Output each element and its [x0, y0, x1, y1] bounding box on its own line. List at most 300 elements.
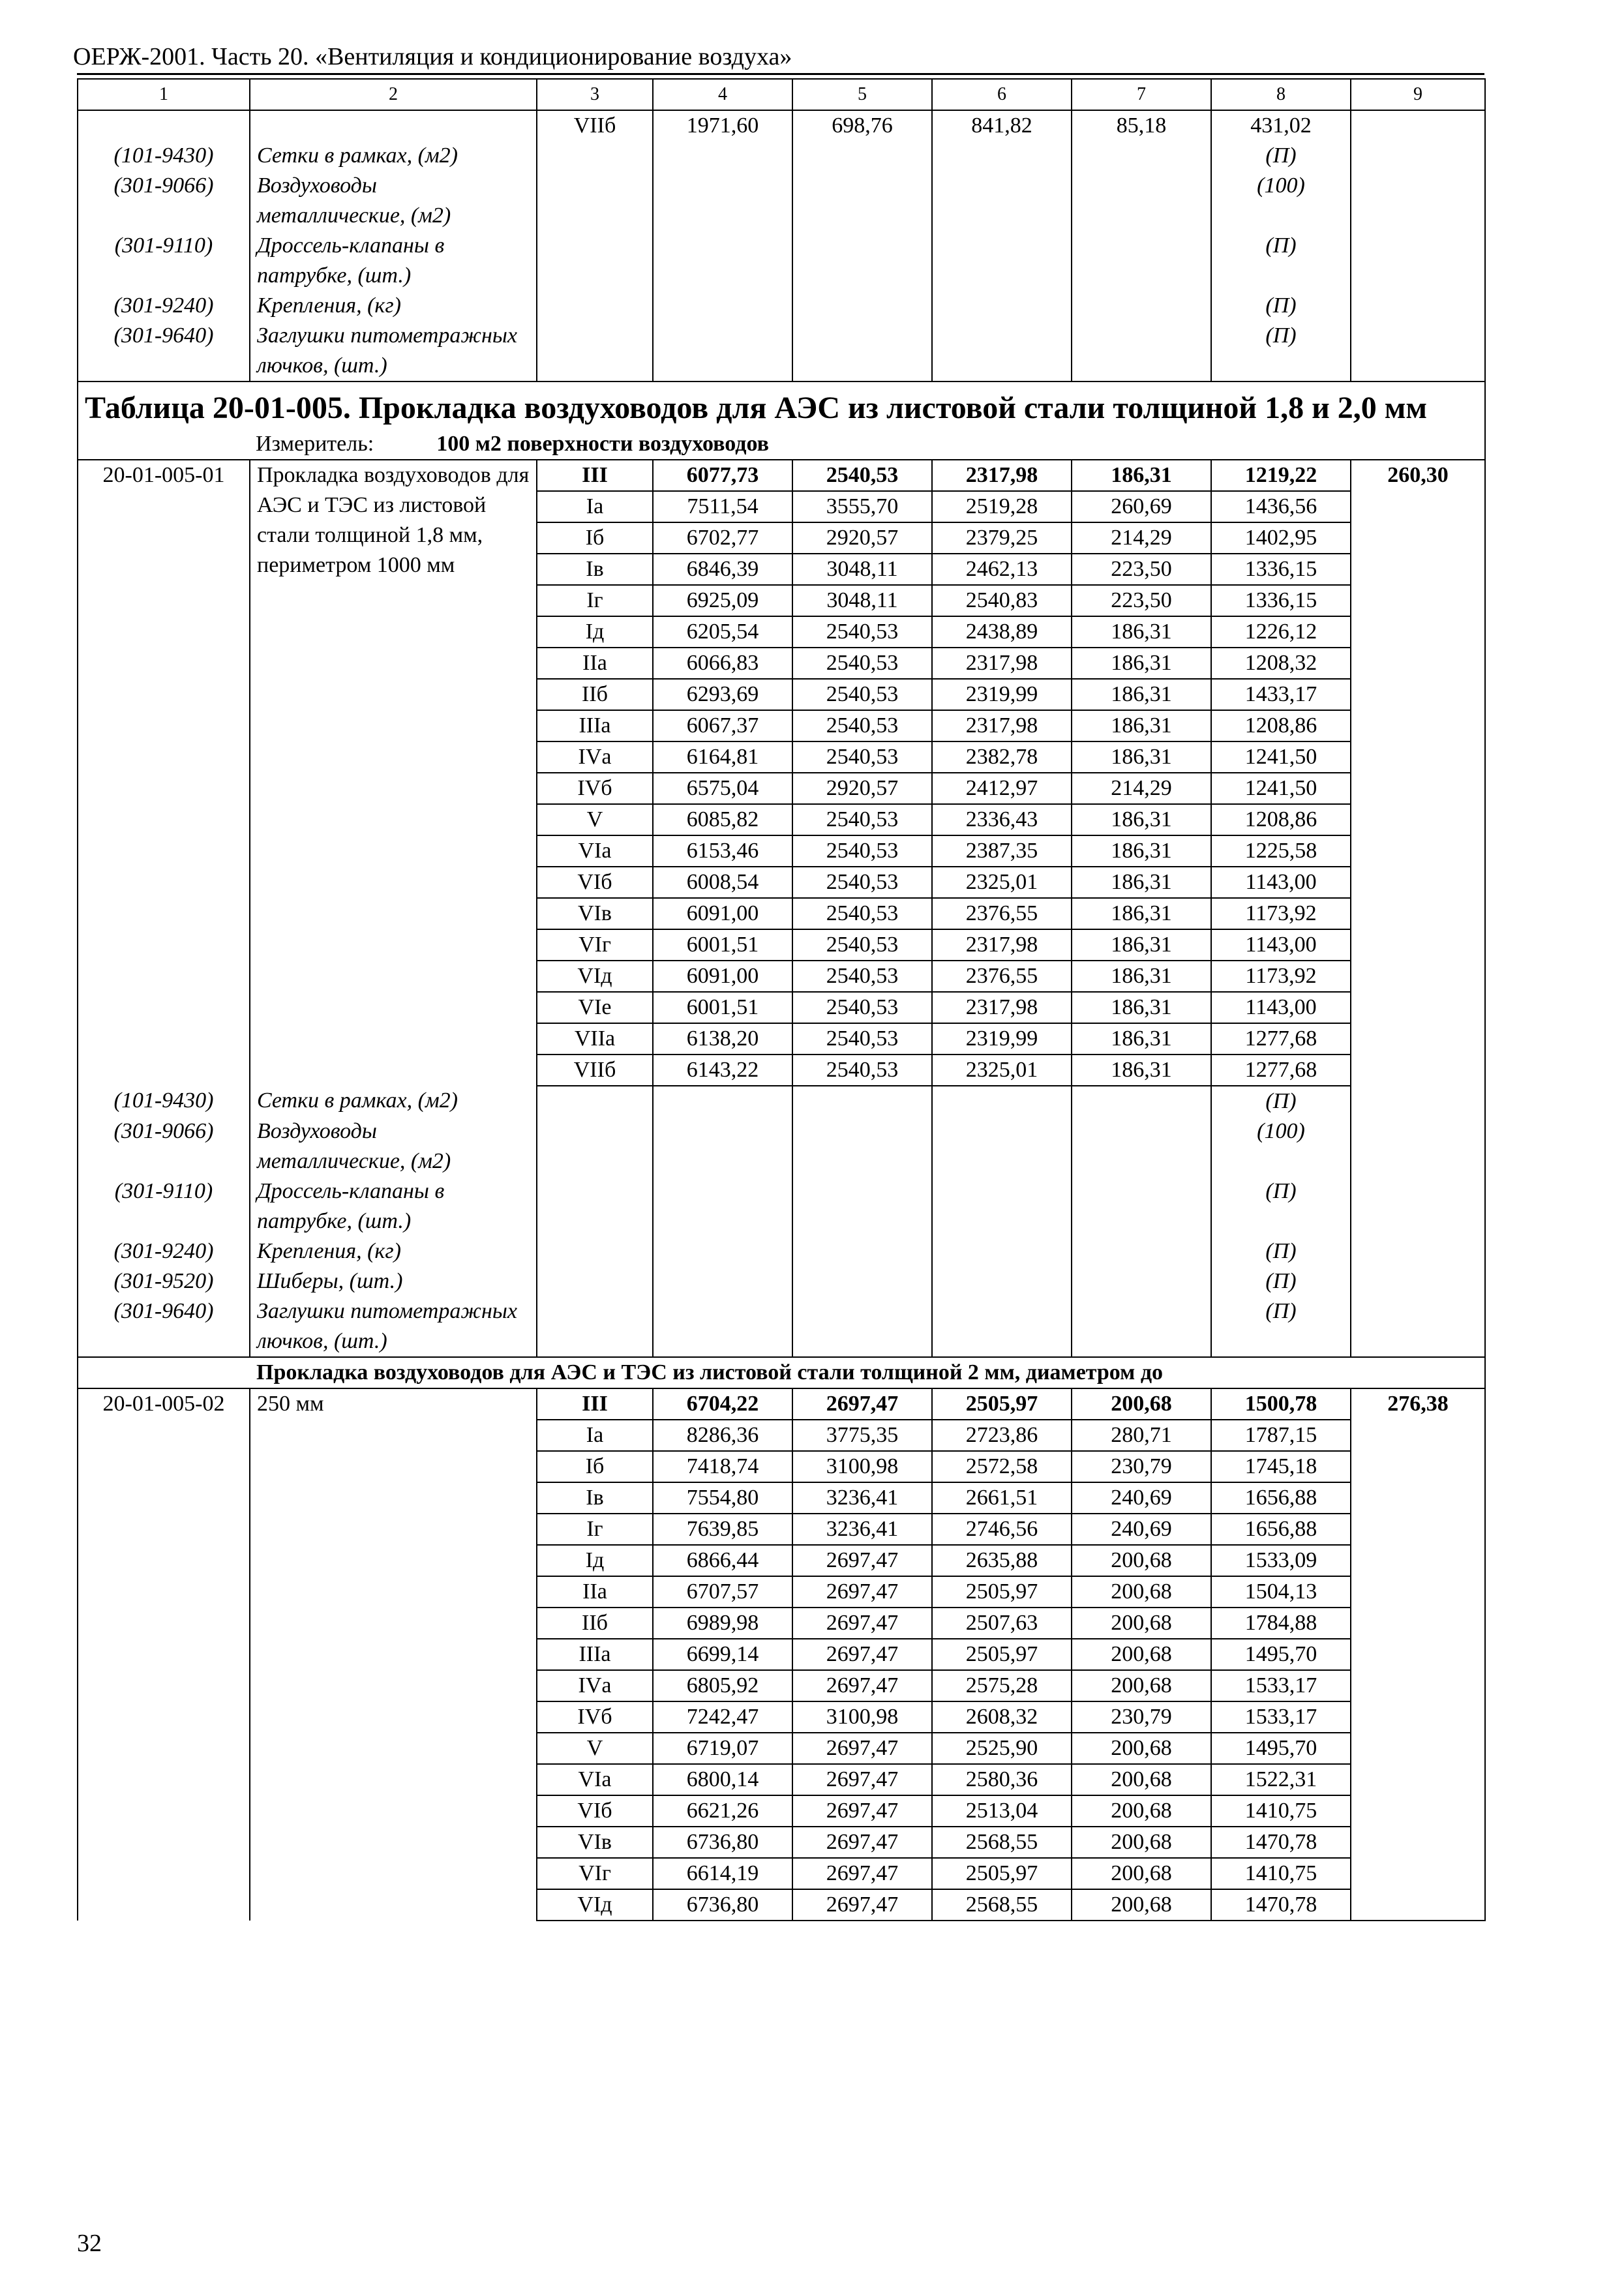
value-cell: 1495,70 [1211, 1733, 1351, 1764]
zone-cell: IVа [537, 741, 653, 773]
empty-cell [78, 1357, 250, 1388]
value-cell: 7639,85 [653, 1514, 792, 1545]
meter-cell [78, 429, 1485, 460]
value-cell: 1277,68 [1211, 1023, 1351, 1055]
value-cell: 230,79 [1072, 1451, 1211, 1482]
value-cell: 3555,70 [792, 491, 932, 522]
value-cell: 186,31 [1072, 867, 1211, 898]
item-code: 20-01-005-01 [78, 460, 250, 1086]
item-description: 250 мм [250, 1388, 537, 1921]
value-cell: 2317,98 [932, 648, 1072, 679]
value-cell: 2505,97 [932, 1388, 1072, 1420]
value-cell: 2382,78 [932, 741, 1072, 773]
empty-cell [792, 1086, 932, 1357]
value-cell: 200,68 [1072, 1827, 1211, 1858]
zone-cell: VIа [537, 1764, 653, 1795]
value-cell: 2336,43 [932, 804, 1072, 835]
value-cell: 1410,75 [1211, 1858, 1351, 1889]
value-cell: 1277,68 [1211, 1055, 1351, 1086]
value-cell: 3236,41 [792, 1482, 932, 1514]
value-cell: 6800,14 [653, 1764, 792, 1795]
value-cell: 3100,98 [792, 1451, 932, 1482]
value-cell: 6736,80 [653, 1889, 792, 1921]
zone-cell: Iа [537, 1420, 653, 1451]
value-cell: 2513,04 [932, 1795, 1072, 1827]
material-name: Сетки в рамках, (м2) [250, 1086, 537, 1116]
value-cell: 2580,36 [932, 1764, 1072, 1795]
value-cell: 2317,98 [932, 710, 1072, 741]
col-header-9: 9 [1351, 79, 1485, 110]
material-row [78, 1086, 1485, 1116]
meter-label: Измеритель: [256, 432, 374, 456]
zone-cell: Iб [537, 522, 653, 554]
value-cell: 8286,36 [653, 1420, 792, 1451]
value-cell: 1533,17 [1211, 1670, 1351, 1701]
value-cell: 214,29 [1072, 773, 1211, 804]
zone-cell: III [537, 1388, 653, 1420]
zone-cell: IIIа [537, 1639, 653, 1670]
meter-value: 100 м2 поверхности воздуховодов [436, 432, 770, 456]
material-code: (301-9110) [78, 231, 250, 291]
col-header-5: 5 [792, 79, 932, 110]
page-number: 32 [77, 2230, 102, 2257]
page-header: ОЕРЖ-2001. Часть 20. «Вентиляция и кондиционирование воздуха» [73, 43, 792, 70]
value-cell: 200,68 [1072, 1858, 1211, 1889]
empty-cell [1072, 1086, 1211, 1357]
material-value: (П) [1211, 141, 1351, 171]
value-cell: 1226,12 [1211, 616, 1351, 648]
value-cell: 1495,70 [1211, 1639, 1351, 1670]
value-cell: 200,68 [1072, 1576, 1211, 1608]
value-cell: 431,02 [1211, 110, 1351, 141]
value-cell: 223,50 [1072, 554, 1211, 585]
value-cell: 3236,41 [792, 1514, 932, 1545]
material-name: Крепления, (кг) [250, 291, 537, 321]
value-cell: 2635,88 [932, 1545, 1072, 1576]
value-cell: 200,68 [1072, 1764, 1211, 1795]
value-cell: 3048,11 [792, 585, 932, 616]
value-cell: 2697,47 [792, 1608, 932, 1639]
zone-cell: Iг [537, 1514, 653, 1545]
value-cell: 1784,88 [1211, 1608, 1351, 1639]
value-cell: 6707,57 [653, 1576, 792, 1608]
zone-cell: VIв [537, 898, 653, 929]
header-rule [77, 73, 1484, 75]
value-cell: 2438,89 [932, 616, 1072, 648]
material-name: Дроссель-клапаны в патрубке, (шт.) [250, 231, 537, 291]
value-cell: 1143,00 [1211, 992, 1351, 1023]
value-cell: 200,68 [1072, 1608, 1211, 1639]
material-value: (П) [1211, 321, 1351, 382]
value-cell: 186,31 [1072, 835, 1211, 867]
value-cell: 1971,60 [653, 110, 792, 382]
value-cell: 2319,99 [932, 1023, 1072, 1055]
value-cell: 6614,19 [653, 1858, 792, 1889]
meter-row [78, 429, 1485, 460]
value-cell: 2661,51 [932, 1482, 1072, 1514]
value-cell: 2540,53 [792, 835, 932, 867]
rates-table-body [78, 79, 1485, 1921]
value-cell: 1787,15 [1211, 1420, 1351, 1451]
value-cell: 6846,39 [653, 554, 792, 585]
value-cell: 6866,44 [653, 1545, 792, 1576]
value-cell: 2319,99 [932, 679, 1072, 710]
value-cell: 2697,47 [792, 1639, 932, 1670]
value-cell: 6153,46 [653, 835, 792, 867]
zone-cell: Iд [537, 616, 653, 648]
value-cell: 2608,32 [932, 1701, 1072, 1733]
value-cell: 2697,47 [792, 1576, 932, 1608]
value-cell: 1336,15 [1211, 585, 1351, 616]
material-name: Воздуховоды металлические, (м2) [250, 171, 537, 231]
empty-cell [653, 1086, 792, 1357]
value-cell: 2540,53 [792, 804, 932, 835]
value-cell: 1173,92 [1211, 898, 1351, 929]
value-cell: 6077,73 [653, 460, 792, 491]
value-cell: 200,68 [1072, 1388, 1211, 1420]
col-header-1: 1 [78, 79, 250, 110]
value-cell: 2507,63 [932, 1608, 1072, 1639]
value-cell: 6736,80 [653, 1827, 792, 1858]
rate-row [78, 460, 1485, 491]
value-cell: 2746,56 [932, 1514, 1072, 1545]
value-cell: 2540,53 [792, 929, 932, 961]
zone-cell: VIв [537, 1827, 653, 1858]
zone-cell: V [537, 1733, 653, 1764]
value-cell: 3775,35 [792, 1420, 932, 1451]
total-cell: 260,30 [1351, 460, 1485, 1357]
material-value: (П) [1211, 1176, 1351, 1236]
value-cell: 240,69 [1072, 1482, 1211, 1514]
value-cell: 186,31 [1072, 1023, 1211, 1055]
value-cell: 2317,98 [932, 992, 1072, 1023]
value-cell: 1436,56 [1211, 491, 1351, 522]
value-cell: 6001,51 [653, 929, 792, 961]
value-cell: 3048,11 [792, 554, 932, 585]
value-cell: 2920,57 [792, 522, 932, 554]
value-cell: 1225,58 [1211, 835, 1351, 867]
zone-cell: VIг [537, 929, 653, 961]
value-cell: 1433,17 [1211, 679, 1351, 710]
value-cell: 2412,97 [932, 773, 1072, 804]
material-code: (301-9240) [78, 1236, 250, 1266]
value-cell: 1241,50 [1211, 741, 1351, 773]
material-code: (101-9430) [78, 1086, 250, 1116]
value-cell: 6704,22 [653, 1388, 792, 1420]
zone-cell: IIб [537, 1608, 653, 1639]
col-header-6: 6 [932, 79, 1072, 110]
value-cell: 2540,53 [792, 961, 932, 992]
material-code: (101-9430) [78, 141, 250, 171]
value-cell: 6805,92 [653, 1670, 792, 1701]
value-cell: 186,31 [1072, 961, 1211, 992]
material-value: (П) [1211, 1266, 1351, 1296]
value-cell: 2540,53 [792, 460, 932, 491]
value-cell: 2697,47 [792, 1545, 932, 1576]
value-cell: 2540,53 [792, 616, 932, 648]
value-cell: 6067,37 [653, 710, 792, 741]
value-cell: 698,76 [792, 110, 932, 382]
value-cell: 214,29 [1072, 522, 1211, 554]
total-cell: 276,38 [1351, 1388, 1485, 1921]
value-cell: 6205,54 [653, 616, 792, 648]
value-cell: 2540,53 [792, 992, 932, 1023]
value-cell: 186,31 [1072, 710, 1211, 741]
zone-cell: IVа [537, 1670, 653, 1701]
value-cell: 6293,69 [653, 679, 792, 710]
zone-cell: VIа [537, 835, 653, 867]
empty-cell [932, 1086, 1072, 1357]
value-cell: 1336,15 [1211, 554, 1351, 585]
empty-cell [537, 1086, 653, 1357]
col-header-3: 3 [537, 79, 653, 110]
zone-cell: VIIа [537, 1023, 653, 1055]
value-cell: 2540,53 [792, 898, 932, 929]
zone-cell: Iа [537, 491, 653, 522]
zone-cell: IIа [537, 648, 653, 679]
col-header-7: 7 [1072, 79, 1211, 110]
column-header-row [78, 79, 1485, 110]
material-value: (П) [1211, 1296, 1351, 1357]
value-cell: 1208,32 [1211, 648, 1351, 679]
value-cell: 1656,88 [1211, 1514, 1351, 1545]
subtitle-row [78, 1357, 1485, 1388]
zone-cell: VIг [537, 1858, 653, 1889]
zone-cell: VIб [537, 1795, 653, 1827]
value-cell: 1470,78 [1211, 1889, 1351, 1921]
zone-cell: IIа [537, 1576, 653, 1608]
material-value: (П) [1211, 1086, 1351, 1116]
zone-cell: IVб [537, 773, 653, 804]
material-name: Заглушки питометражных лючков, (шт.) [250, 321, 537, 382]
value-cell: 200,68 [1072, 1795, 1211, 1827]
value-cell: 1143,00 [1211, 929, 1351, 961]
value-cell: 2376,55 [932, 898, 1072, 929]
zone-cell: VIIб [537, 110, 653, 382]
col-header-2: 2 [250, 79, 537, 110]
value-cell: 2505,97 [932, 1639, 1072, 1670]
value-cell: 2387,35 [932, 835, 1072, 867]
value-cell: 1143,00 [1211, 867, 1351, 898]
material-code: (301-9240) [78, 291, 250, 321]
value-cell: 2525,90 [932, 1733, 1072, 1764]
item-description: Прокладка воздуховодов для АЭС и ТЭС из листовой стали толщиной 1,8 мм, периметром 1000 мм [250, 460, 537, 1086]
value-cell: 186,31 [1072, 741, 1211, 773]
material-value: (П) [1211, 291, 1351, 321]
value-cell: 6621,26 [653, 1795, 792, 1827]
value-cell: 2379,25 [932, 522, 1072, 554]
zone-cell: VIд [537, 1889, 653, 1921]
value-cell: 186,31 [1072, 992, 1211, 1023]
value-cell: 186,31 [1072, 616, 1211, 648]
material-value: (П) [1211, 1236, 1351, 1266]
value-cell: 3100,98 [792, 1701, 932, 1733]
zone-cell: VIе [537, 992, 653, 1023]
value-cell: 1500,78 [1211, 1388, 1351, 1420]
value-cell: 2568,55 [932, 1827, 1072, 1858]
value-cell: 1504,13 [1211, 1576, 1351, 1608]
value-cell: 186,31 [1072, 460, 1211, 491]
value-cell: 186,31 [1072, 679, 1211, 710]
material-code: (301-9640) [78, 1296, 250, 1357]
value-cell: 6008,54 [653, 867, 792, 898]
value-cell: 2505,97 [932, 1576, 1072, 1608]
value-cell: 841,82 [932, 110, 1072, 382]
value-cell: 2540,53 [792, 741, 932, 773]
material-name: Заглушки питометражных лючков, (шт.) [250, 1296, 537, 1357]
value-cell: 2540,53 [792, 1023, 932, 1055]
value-cell: 280,71 [1072, 1420, 1211, 1451]
zone-cell: V [537, 804, 653, 835]
value-cell: 200,68 [1072, 1545, 1211, 1576]
value-cell: 2697,47 [792, 1764, 932, 1795]
value-cell: 7418,74 [653, 1451, 792, 1482]
value-cell: 200,68 [1072, 1733, 1211, 1764]
value-cell: 1470,78 [1211, 1827, 1351, 1858]
value-cell: 2697,47 [792, 1733, 932, 1764]
zone-cell: Iг [537, 585, 653, 616]
material-name: Дроссель-клапаны в патрубке, (шт.) [250, 1176, 537, 1236]
value-cell: 2462,13 [932, 554, 1072, 585]
rates-table [77, 78, 1486, 1921]
zone-cell: Iд [537, 1545, 653, 1576]
material-value: (100) [1211, 171, 1351, 231]
code-cell [78, 110, 250, 141]
rates-table-wrapper [77, 78, 1484, 1921]
desc-cell [250, 110, 537, 141]
value-cell: 1402,95 [1211, 522, 1351, 554]
zone-cell: IIIа [537, 710, 653, 741]
material-value: (100) [1211, 1116, 1351, 1176]
material-name: Сетки в рамках, (м2) [250, 141, 537, 171]
value-cell: 2505,97 [932, 1858, 1072, 1889]
value-cell: 6085,82 [653, 804, 792, 835]
zone-cell: Iб [537, 1451, 653, 1482]
zone-cell: IVб [537, 1701, 653, 1733]
rate-row [78, 1388, 1485, 1420]
value-cell: 2519,28 [932, 491, 1072, 522]
value-cell: 6925,09 [653, 585, 792, 616]
value-cell: 186,31 [1072, 1055, 1211, 1086]
material-name: Крепления, (кг) [250, 1236, 537, 1266]
table-title: Таблица 20-01-005. Прокладка воздуховодов для АЭС из листовой стали толщиной 1,8 и 2,0 мм [78, 382, 1485, 429]
value-cell: 186,31 [1072, 898, 1211, 929]
value-cell: 2540,53 [792, 679, 932, 710]
value-cell: 186,31 [1072, 648, 1211, 679]
value-cell: 260,69 [1072, 491, 1211, 522]
value-cell: 2920,57 [792, 773, 932, 804]
col-header-8: 8 [1211, 79, 1351, 110]
value-cell: 6575,04 [653, 773, 792, 804]
value-cell: 200,68 [1072, 1670, 1211, 1701]
zone-cell: III [537, 460, 653, 491]
value-cell: 1522,31 [1211, 1764, 1351, 1795]
value-cell: 1173,92 [1211, 961, 1351, 992]
value-cell: 2540,53 [792, 710, 932, 741]
material-code: (301-9066) [78, 171, 250, 231]
value-cell: 223,50 [1072, 585, 1211, 616]
value-cell: 6699,14 [653, 1639, 792, 1670]
value-cell: 2572,58 [932, 1451, 1072, 1482]
value-cell: 2697,47 [792, 1827, 932, 1858]
material-value: (П) [1211, 231, 1351, 291]
col-header-4: 4 [653, 79, 792, 110]
value-cell: 6091,00 [653, 961, 792, 992]
value-cell: 6719,07 [653, 1733, 792, 1764]
value-cell: 200,68 [1072, 1889, 1211, 1921]
value-cell: 1208,86 [1211, 710, 1351, 741]
material-name: Воздуховоды металлические, (м2) [250, 1116, 537, 1176]
value-cell: 186,31 [1072, 929, 1211, 961]
value-cell [1351, 110, 1485, 382]
material-name: Шиберы, (шт.) [250, 1266, 537, 1296]
value-cell: 6138,20 [653, 1023, 792, 1055]
value-cell: 6143,22 [653, 1055, 792, 1086]
zone-cell: VIIб [537, 1055, 653, 1086]
value-cell: 85,18 [1072, 110, 1211, 382]
value-cell: 2540,53 [792, 648, 932, 679]
value-cell: 6091,00 [653, 898, 792, 929]
section-subtitle: Прокладка воздуховодов для АЭС и ТЭС из листовой стали толщиной 2 мм, диаметром до [250, 1357, 1485, 1388]
material-code: (301-9066) [78, 1116, 250, 1176]
zone-cell: VIд [537, 961, 653, 992]
item-code: 20-01-005-02 [78, 1388, 250, 1921]
value-cell: 6989,98 [653, 1608, 792, 1639]
value-cell: 1533,17 [1211, 1701, 1351, 1733]
value-cell: 2723,86 [932, 1420, 1072, 1451]
value-cell: 1410,75 [1211, 1795, 1351, 1827]
table-row [78, 110, 1485, 141]
value-cell: 240,69 [1072, 1514, 1211, 1545]
material-code: (301-9520) [78, 1266, 250, 1296]
value-cell: 2697,47 [792, 1795, 932, 1827]
value-cell: 7554,80 [653, 1482, 792, 1514]
value-cell: 2540,83 [932, 585, 1072, 616]
value-cell: 230,79 [1072, 1701, 1211, 1733]
value-cell: 1241,50 [1211, 773, 1351, 804]
value-cell: 1533,09 [1211, 1545, 1351, 1576]
value-cell: 200,68 [1072, 1639, 1211, 1670]
value-cell: 1208,86 [1211, 804, 1351, 835]
value-cell: 1656,88 [1211, 1482, 1351, 1514]
value-cell: 2575,28 [932, 1670, 1072, 1701]
material-code: (301-9640) [78, 321, 250, 382]
value-cell: 2697,47 [792, 1858, 932, 1889]
value-cell: 7242,47 [653, 1701, 792, 1733]
value-cell: 2540,53 [792, 867, 932, 898]
value-cell: 2697,47 [792, 1670, 932, 1701]
value-cell: 2540,53 [792, 1055, 932, 1086]
value-cell: 1745,18 [1211, 1451, 1351, 1482]
value-cell: 2697,47 [792, 1388, 932, 1420]
value-cell: 2325,01 [932, 1055, 1072, 1086]
value-cell: 6066,83 [653, 648, 792, 679]
value-cell: 2317,98 [932, 460, 1072, 491]
zone-cell: IIб [537, 679, 653, 710]
value-cell: 7511,54 [653, 491, 792, 522]
material-code: (301-9110) [78, 1176, 250, 1236]
zone-cell: Iв [537, 554, 653, 585]
value-cell: 2376,55 [932, 961, 1072, 992]
value-cell: 2568,55 [932, 1889, 1072, 1921]
value-cell: 186,31 [1072, 804, 1211, 835]
table-title-row [78, 382, 1485, 429]
value-cell: 1219,22 [1211, 460, 1351, 491]
value-cell: 6702,77 [653, 522, 792, 554]
zone-cell: Iв [537, 1482, 653, 1514]
value-cell: 2697,47 [792, 1889, 932, 1921]
zone-cell: VIб [537, 867, 653, 898]
